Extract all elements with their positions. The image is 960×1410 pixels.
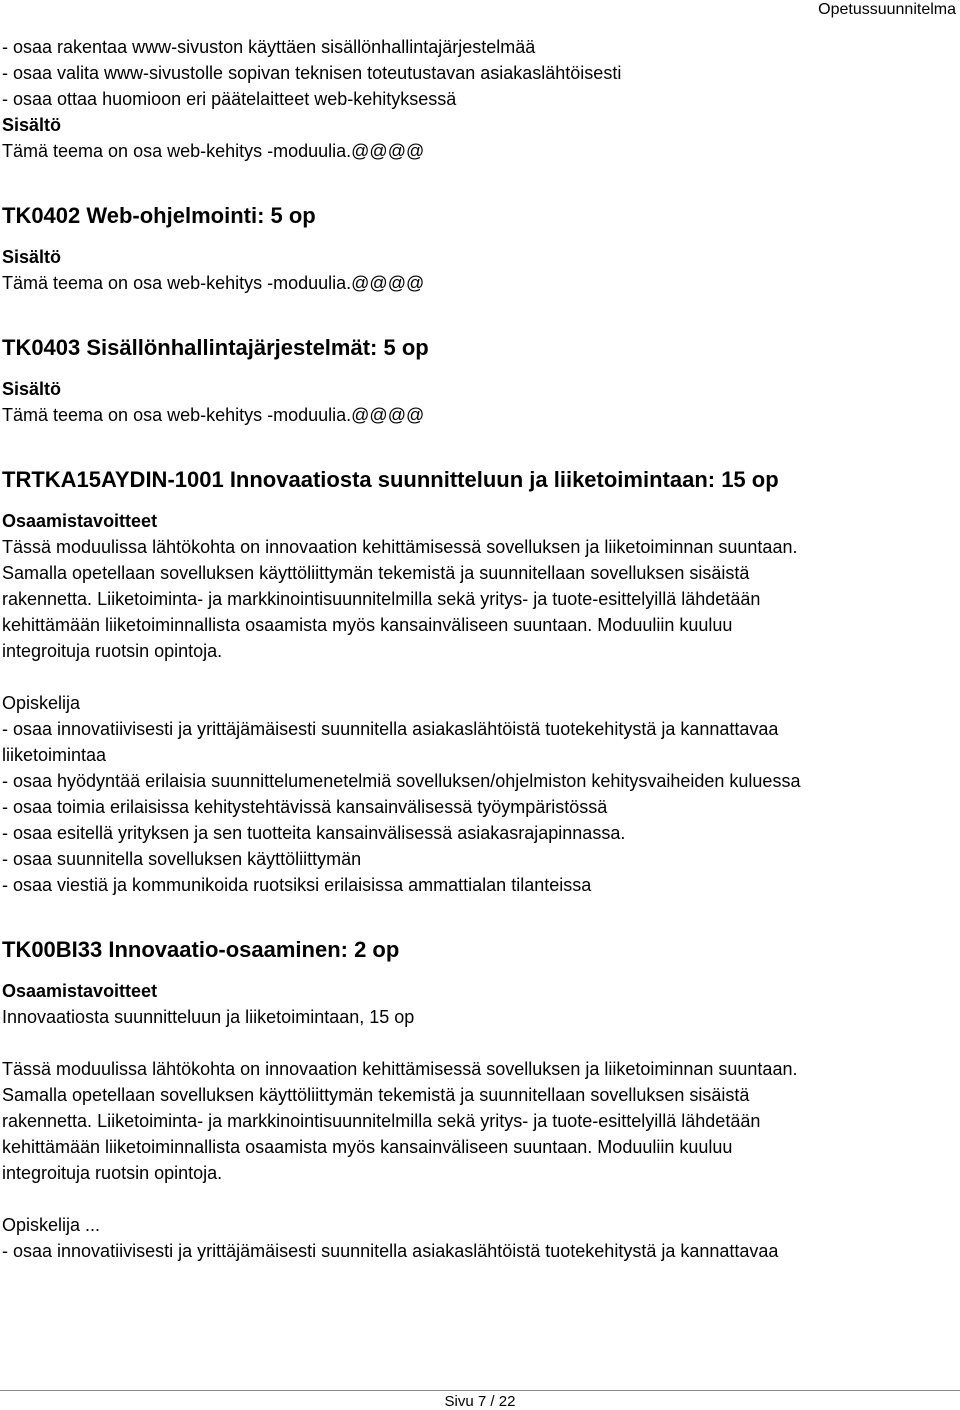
paragraph-line: Samalla opetellaan sovelluksen käyttöliittymän tekemistä ja suunnitellaan sovelluksen sisäistä [2,1085,750,1105]
student-label: Opiskelija ... [2,1215,101,1235]
list-item: - osaa ottaa huomioon eri päätelaitteet web-kehityksessä [2,89,457,109]
module-description [2,534,954,664]
section-label: Sisältö [2,115,62,135]
list-item: - osaa esitellä yrityksen ja sen tuotteita kansainvälisessä asiakasrajapinnassa. [2,823,626,843]
footer-divider [0,1390,960,1391]
paragraph-line: kehittämään liiketoiminnallista osaamista myös kansainväliseen suuntaan. Moduuliin kuuluu [2,1137,733,1157]
section-label: Sisältö [2,379,62,399]
paragraph-line: rakennetta. Liiketoiminta- ja markkinointisuunnitelmilla sekä yritys- ja tuote-esittelyillä lähdetään [2,1111,761,1131]
document-title: Opetussuunnitelma [818,1,956,18]
section-text: Tämä teema on osa web-kehitys -moduulia.@@@@ [2,141,425,161]
course-title-tk00bi33: TK00BI33 Innovaatio-osaaminen: 2 op [2,937,400,962]
paragraph-line: integroituja ruotsin opintoja. [2,641,223,661]
page-number: Sivu 7 / 22 [444,1393,516,1410]
list-item: - osaa rakentaa www-sivuston käyttäen sisällönhallintajärjestelmää [2,37,536,57]
list-item: liiketoimintaa [2,745,107,765]
course-title-tk0402: TK0402 Web-ohjelmointi: 5 op [2,203,316,228]
section-subtitle: Innovaatiosta suunnitteluun ja liiketoimintaan, 15 op [2,1007,415,1027]
paragraph-line: Tässä moduulissa lähtökohta on innovaation kehittämisessä sovelluksen ja liiketoiminnan suuntaan. [2,537,798,557]
paragraph-line: kehittämään liiketoiminnallista osaamista myös kansainväliseen suuntaan. Moduuliin kuuluu [2,615,733,635]
intro-list [2,34,954,112]
student-label: Opiskelija [2,693,81,713]
course-title-tk0403: TK0403 Sisällönhallintajärjestelmät: 5 op [2,335,429,360]
module-title-trtka15aydin: TRTKA15AYDIN-1001 Innovaatiosta suunnitteluun ja liiketoimintaan: 15 op [2,467,779,492]
list-item: - osaa toimia erilaisissa kehitystehtävissä kansainvälisessä työympäristössä [2,797,608,817]
list-item: - osaa hyödyntää erilaisia suunnittelumenetelmiä sovelluksen/ohjelmiston kehitysvaiheiden kuluessa [2,771,801,791]
section-text: Tämä teema on osa web-kehitys -moduulia.@@@@ [2,405,425,425]
paragraph-line: Tässä moduulissa lähtökohta on innovaation kehittämisessä sovelluksen ja liiketoiminnan suuntaan. [2,1059,798,1079]
section-label: Osaamistavoitteet [2,981,158,1001]
paragraph-line: integroituja ruotsin opintoja. [2,1163,223,1183]
list-item: - osaa viestiä ja kommunikoida ruotsiksi erilaisissa ammattialan tilanteissa [2,875,592,895]
student-objectives [2,716,954,898]
list-item: - osaa valita www-sivustolle sopivan teknisen toteutustavan asiakaslähtöisesti [2,63,622,83]
list-item: - osaa innovatiivisesti ja yrittäjämäisesti suunnitella asiakaslähtöistä tuotekehitystä ja kannattavaa [2,719,779,739]
section-text: Tämä teema on osa web-kehitys -moduulia.@@@@ [2,273,425,293]
course-description [2,1056,954,1186]
section-label: Osaamistavoitteet [2,511,158,531]
paragraph-line: Samalla opetellaan sovelluksen käyttöliittymän tekemistä ja suunnitellaan sovelluksen sisäistä [2,563,750,583]
list-item: - osaa innovatiivisesti ja yrittäjämäisesti suunnitella asiakaslähtöistä tuotekehitystä ja kannattavaa [2,1241,779,1261]
list-item: - osaa suunnitella sovelluksen käyttöliittymän [2,849,362,869]
section-label: Sisältö [2,247,62,267]
page-content [2,34,954,1264]
paragraph-line: rakennetta. Liiketoiminta- ja markkinointisuunnitelmilla sekä yritys- ja tuote-esittelyillä lähdetään [2,589,761,609]
